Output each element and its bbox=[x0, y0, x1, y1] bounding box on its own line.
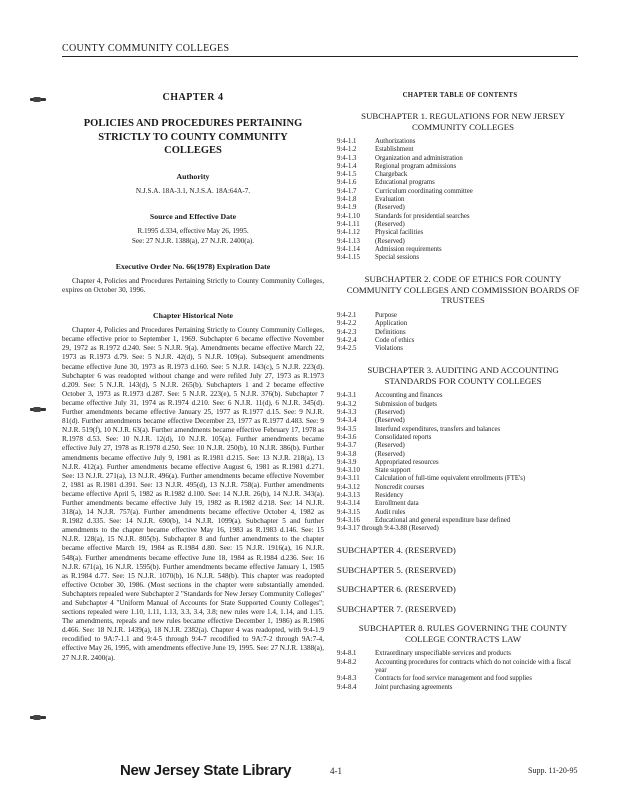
chapter-title: POLICIES AND PROCEDURES PERTAINING STRICTLY TO COUNTY COMMUNITY COLLEGES bbox=[83, 118, 303, 156]
toc-entry-title: Noncredit courses bbox=[375, 483, 425, 491]
subchapter-1-title: SUBCHAPTER 1. REGULATIONS FOR NEW JERSEY COMMUNITY COLLEGES bbox=[361, 111, 565, 132]
toc-entry-title: Contracts for food service management and food supplies bbox=[375, 675, 532, 683]
toc-row bbox=[337, 392, 583, 400]
toc-entry-title: Physical facilities bbox=[375, 229, 424, 237]
subchapter-2-title: SUBCHAPTER 2. CODE OF ETHICS FOR COUNTY COMMUNITY COLLEGES AND COMMISSION BOARDS OF TRUSTEES bbox=[346, 274, 580, 306]
right-column bbox=[337, 92, 583, 704]
toc-section-number: 9:4-8.2 bbox=[337, 658, 357, 666]
left-column bbox=[62, 92, 324, 679]
toc-row bbox=[337, 138, 583, 146]
toc-row bbox=[337, 329, 583, 337]
toc-row bbox=[337, 401, 583, 409]
toc-section-number: 9:4-3.15 bbox=[337, 508, 360, 516]
toc-row bbox=[337, 525, 583, 533]
source-heading: Source and Effective Date bbox=[149, 212, 237, 221]
toc-entry-title: Accounting and finances bbox=[375, 392, 443, 400]
toc-entry-title: Accounting procedures for contracts which do not coincide with a fiscal year bbox=[375, 658, 571, 675]
toc-section-number: 9:4-1.11 bbox=[337, 220, 360, 228]
toc-row bbox=[337, 509, 583, 517]
toc-row bbox=[337, 684, 583, 692]
toc-entry-title: (Reserved) bbox=[375, 237, 405, 245]
toc-entry-title: Code of ethics bbox=[375, 336, 415, 344]
source-line: R.1995 d.334, effective May 26, 1995. bbox=[137, 227, 249, 235]
footer-supplement: Supp. 11-20-95 bbox=[528, 766, 578, 775]
margin-mark bbox=[30, 98, 46, 101]
toc-entry-title: (Reserved) bbox=[375, 417, 405, 425]
subchapter-2-list bbox=[337, 312, 583, 353]
toc-row bbox=[337, 221, 583, 229]
toc-section-number: 9:4-1.1 bbox=[337, 138, 357, 145]
toc-row bbox=[337, 179, 583, 187]
toc-entry-title: Extraordinary unspecifiable services and products bbox=[375, 650, 511, 658]
toc-section-number: 9:4-3.10 bbox=[337, 467, 360, 475]
toc-row bbox=[337, 163, 583, 171]
toc-section-number: 9:4-1.8 bbox=[337, 196, 357, 204]
header-rule bbox=[62, 56, 578, 57]
toc-section-number: 9:4-2.2 bbox=[337, 320, 357, 328]
toc-entry-title: (Reserved) bbox=[375, 450, 405, 458]
toc-section-number: 9:4-3.8 bbox=[337, 450, 357, 458]
toc-entry-title: Violations bbox=[375, 345, 403, 353]
toc-entry-title: (Reserved) bbox=[375, 409, 405, 417]
toc-section-number: 9:4-3.12 bbox=[337, 483, 360, 491]
toc-section-number: 9:4-3.5 bbox=[337, 425, 357, 433]
toc-section-number: 9:4-1.14 bbox=[337, 245, 360, 253]
toc-entry-title: Enrollment data bbox=[375, 500, 419, 508]
toc-section-number: 9:4-3.9 bbox=[337, 458, 357, 466]
toc-section-number: 9:4-2.1 bbox=[337, 311, 357, 319]
toc-entry-title: Consolidated reports bbox=[375, 433, 432, 441]
toc-section-number: 9:4-1.9 bbox=[337, 204, 357, 212]
toc-row bbox=[337, 650, 583, 658]
authority-heading: Authority bbox=[176, 171, 210, 181]
toc-section-number: 9:4-8.4 bbox=[337, 683, 357, 691]
toc-section-number: 9:4-3.7 bbox=[337, 442, 357, 450]
subchapter-1-list bbox=[337, 138, 583, 262]
toc-row bbox=[337, 500, 583, 508]
toc-section-number: 9:4-1.15 bbox=[337, 254, 360, 262]
toc-row bbox=[337, 196, 583, 204]
chapter-label: CHAPTER 4 bbox=[162, 92, 224, 103]
authority-section bbox=[62, 172, 324, 197]
toc-entry-title: Definitions bbox=[375, 328, 406, 336]
toc-section-number: 9:4-1.13 bbox=[337, 237, 360, 245]
history-text: Chapter 4, Policies and Procedures Pertaining Strictly to County Community Colleges, became effective prior to September 1, 1969. Subchapter 6 became effective November 29, 1972 as R.1972 d.240. See: 5 N.J.R. 9(a). Amendments became effective March 22, 1973 as R.1973 d.79. See: 5 N.J.R. 42(d), 5 N.J.R. 109(a). Subsequent amendments became effective June 30, 1973 as R.1973 d.160. See: 5 N.J.R. 143(c), 5 N.J.R. 223(d). Subchapter 6 was readopted without change and were refiled July 27, 1973 as R.1973 d.209. See: 5 N.J.R. 143(d), 5 N.J.R. 265(b). Subchapters 1 and 2 became effective October 3, 1973 as R.1973 d.287. See: 5 N.J.R. 223(e), 5 N.J.R. 376(b). Subchapter 7 became effective July 31, 1974 as R.1974 d.210. See: 6 N.J.R. 11(d), 6 N.J.R. 345(d). Further amendments became effective January 25, 1977 as R.1977 d.15. See: 9 N.J.R. 81(d). Further amendments became effective December 23, 1977 as R.1977 d.483. See: 9 N.J.R. 519(f), 10 N.J.R. 63(a). Further amendments became effective February 17, 1978 as R.1978 d.53. See: 10 N.J.R. 12(d), 10 N.J.R. 105(a). Further amendments became effective July 27, 1978 as R.1978 d.250. See: 10 N.J.R. 250(b), 10 N.J.R. 386(b). Further amendments became effective July 9, 1981 as R.1981 d.215. See: 13 N.J.R. 218(a), 13 N.J.R. 412(a). Further amendments became effective August 6, 1981 as R.1981 d.271. See: 13 N.J.R. 271(a), 13 N.J.R. 496(a). Further amendments became effective November 2, 1981 as R.1981 d.391. See: 13 N.J.R. 495(d), 13 N.J.R. 758(a). Further amendments became effective April 5, 1982 as R.1982 d.100. See: 14 N.J.R. 26(b), 14 N.J.R. 343(a). Further amendments became effective July 19, 1982 as R.1982 d.218. See: 14 N.J.R. 318(a), 14 N.J.R. 757(a). Further amendments became effective October 4, 1982 as R.1982 d.335. See: 14 N.J.R. 690(b), 14 N.J.R. 1099(a). Subchapter 5 and further amendments to the chapter became effective May 16, 1983 as R.1983 d.146. See: 15 N.J.R. 128(a), 15 N.J.R. 805(b). Subchapter 8 and further amendments to the chapter became effective March 19, 1984 as R.1984 d.80. See: 15 N.J.R. 1916(a), 16 N.J.R. 548(a). Further amendments became effective June 18, 1984 as R.1984 d.236. See: 16 N.J.R. 671(a), 16 N.J.R. 1595(b). Further amendments became effective January 1, 1985 as R.1984 d.77. See: 15 N.J.R. 1070(b), 16 N.J.R. 548(b). This chapter was readopted effective October 30, 1986. (Most sections in the chapter were substantially amended. Subchapters repealed were Subchapter 2 "Standards for New Jersey Community Colleges" and Subchapter 4 "Uniform Manual of Accounts for State Supported County Colleges"; sections repealed were 1.10, 1.11, 1.13, 3.3, 3.4, 3.8; new rules were 1.4, 1.14, and 1.15. The amendments, repeals and new rules became effective December 1, 1986) as R.1986 d.466. See: 18 N.J.R. 1439(a), 18 N.J.R. 2382(a). Chapter 4 was readopted, with 9:4-1.9 recodified to 9A:7-1.1 and 9:4-5 through 9:4-7 recodified to 9A:7-2 through 9A:7-4, effective May 26, 1995, with amendments effective June 19, 1995. See: 27 N.J.R. 1388(a), 27 N.J.R. 2400(a). bbox=[62, 326, 324, 662]
toc-row bbox=[337, 213, 583, 221]
toc-row bbox=[337, 345, 583, 353]
toc-row bbox=[337, 188, 583, 196]
toc-entry-title: (Reserved) bbox=[375, 204, 405, 212]
toc-entry-title: Standards for presidential searches bbox=[375, 212, 470, 220]
subchapter-3-list bbox=[337, 392, 583, 533]
toc-row bbox=[337, 155, 583, 163]
toc-section-number: 9:4-3.6 bbox=[337, 433, 357, 441]
subchapter-5-title: SUBCHAPTER 5. (RESERVED) bbox=[337, 564, 456, 575]
toc-section-number: 9:4-2.4 bbox=[337, 336, 357, 344]
subchapter-6-title: SUBCHAPTER 6. (RESERVED) bbox=[337, 584, 456, 595]
toc-section-number: 9:4-3.4 bbox=[337, 417, 357, 425]
toc-section-number: 9:4-1.6 bbox=[337, 179, 357, 187]
toc-section-number: 9:4-3.11 bbox=[337, 475, 360, 483]
toc-row bbox=[337, 204, 583, 212]
toc-row bbox=[337, 320, 583, 328]
executive-order-heading: Executive Order No. 66(1978) Expiration Date bbox=[115, 262, 271, 271]
toc-section-number: 9:4-1.12 bbox=[337, 229, 360, 237]
toc-entry-title: Submission of budgets bbox=[375, 400, 437, 408]
toc-row bbox=[337, 246, 583, 254]
toc-row bbox=[337, 659, 583, 676]
toc-entry-title: Interfund expenditures, transfers and balances bbox=[375, 425, 501, 433]
toc-entry-title: Curriculum coordinating committee bbox=[375, 187, 473, 195]
toc-entry-title: 9:4-3.17 through 9:4-3.88 (Reserved) bbox=[337, 525, 439, 533]
toc-row bbox=[337, 434, 583, 442]
history-heading: Chapter Historical Note bbox=[153, 311, 233, 321]
subchapter-4-title: SUBCHAPTER 4. (RESERVED) bbox=[337, 545, 456, 556]
toc-entry-title: Establishment bbox=[375, 146, 414, 154]
toc-row bbox=[337, 229, 583, 237]
source-line: See: 27 N.J.R. 1388(a), 27 N.J.R. 2400(a). bbox=[131, 236, 255, 245]
toc-section-number: 9:4-8.3 bbox=[337, 675, 357, 683]
toc-row bbox=[337, 337, 583, 345]
toc-entry-title: Calculation of full-time equivalent enrollments (FTE's) bbox=[375, 475, 526, 483]
executive-order-section bbox=[62, 262, 324, 295]
margin-mark bbox=[30, 716, 46, 719]
toc-entry-title: Evaluation bbox=[375, 196, 405, 204]
toc-section-number: 9:4-1.3 bbox=[337, 154, 357, 162]
toc-heading: CHAPTER TABLE OF CONTENTS bbox=[402, 92, 518, 99]
toc-row bbox=[337, 312, 583, 320]
toc-row bbox=[337, 475, 583, 483]
executive-order-text: Chapter 4, Policies and Procedures Pertaining Strictly to County Community Colleges, expires on October 30, 1996. bbox=[62, 277, 324, 295]
toc-row bbox=[337, 492, 583, 500]
toc-entry-title: Educational programs bbox=[375, 179, 435, 187]
toc-row bbox=[337, 238, 583, 246]
toc-section-number: 9:4-3.1 bbox=[337, 392, 357, 400]
subchapter-3-items bbox=[337, 392, 583, 525]
running-head: COUNTY COMMUNITY COLLEGES bbox=[62, 43, 230, 54]
toc-row bbox=[337, 442, 583, 450]
subchapter-8-title: SUBCHAPTER 8. RULES GOVERNING THE COUNTY COLLEGE CONTRACTS LAW bbox=[358, 623, 568, 644]
toc-section-number: 9:4-3.16 bbox=[337, 516, 360, 524]
footer-page-number: 4-1 bbox=[330, 766, 342, 776]
toc-entry-title: Regional program admissions bbox=[375, 162, 457, 170]
source-section bbox=[62, 212, 324, 246]
toc-entry-title: Admission requirements bbox=[375, 245, 442, 253]
toc-section-number: 9:4-2.5 bbox=[337, 345, 357, 353]
toc-entry-title: Organization and administration bbox=[375, 154, 463, 162]
toc-row bbox=[337, 254, 583, 262]
toc-section-number: 9:4-8.1 bbox=[337, 650, 357, 658]
toc-entry-title: Educational and general expenditure base defined bbox=[375, 516, 511, 524]
authority-text: N.J.S.A. 18A-3.1, N.J.S.A. 18A:64A-7. bbox=[135, 186, 251, 195]
toc-entry-title: (Reserved) bbox=[375, 220, 405, 228]
toc-row bbox=[337, 417, 583, 425]
subchapter-8-list bbox=[337, 650, 583, 691]
reserved-subchapters bbox=[337, 545, 583, 614]
toc-section-number: 9:4-1.7 bbox=[337, 187, 357, 195]
toc-entry-title: Residency bbox=[375, 492, 404, 499]
toc-entry-title: Audit rules bbox=[375, 508, 406, 516]
toc-section-number: 9:4-3.13 bbox=[337, 492, 360, 499]
toc-row bbox=[337, 451, 583, 459]
toc-row bbox=[337, 426, 583, 434]
history-section bbox=[62, 311, 324, 662]
toc-row bbox=[337, 484, 583, 492]
margin-mark bbox=[30, 408, 46, 411]
subchapter-7-title: SUBCHAPTER 7. (RESERVED) bbox=[337, 603, 456, 614]
toc-row bbox=[337, 675, 583, 683]
toc-entry-title: (Reserved) bbox=[375, 442, 405, 450]
toc-entry-title: Chargeback bbox=[375, 171, 408, 179]
toc-entry-title: Appropriated resources bbox=[375, 458, 439, 466]
toc-section-number: 9:4-3.3 bbox=[337, 409, 357, 417]
toc-entry-title: Application bbox=[375, 320, 408, 328]
toc-entry-title: Authorizations bbox=[375, 138, 416, 145]
toc-section-number: 9:4-1.10 bbox=[337, 212, 360, 220]
toc-row bbox=[337, 517, 583, 525]
toc-section-number: 9:4-3.14 bbox=[337, 500, 360, 508]
toc-row bbox=[337, 467, 583, 475]
toc-row bbox=[337, 409, 583, 417]
toc-section-number: 9:4-1.2 bbox=[337, 146, 357, 154]
toc-section-number: 9:4-3.2 bbox=[337, 400, 357, 408]
footer-library-name: New Jersey State Library bbox=[120, 762, 292, 779]
toc-entry-title: Joint purchasing agreements bbox=[375, 683, 453, 691]
toc-entry-title: State support bbox=[375, 467, 411, 475]
toc-section-number: 9:4-2.3 bbox=[337, 328, 357, 336]
toc-section-number: 9:4-1.4 bbox=[337, 162, 357, 170]
subchapter-3-title: SUBCHAPTER 3. AUDITING AND ACCOUNTING STANDARDS FOR COUNTY COLLEGES bbox=[367, 365, 559, 386]
toc-row bbox=[337, 459, 583, 467]
toc-row bbox=[337, 146, 583, 154]
toc-entry-title: Special sessions bbox=[375, 254, 419, 262]
toc-entry-title: Purpose bbox=[375, 311, 397, 319]
toc-row bbox=[337, 171, 583, 179]
toc-section-number: 9:4-1.5 bbox=[337, 171, 357, 179]
